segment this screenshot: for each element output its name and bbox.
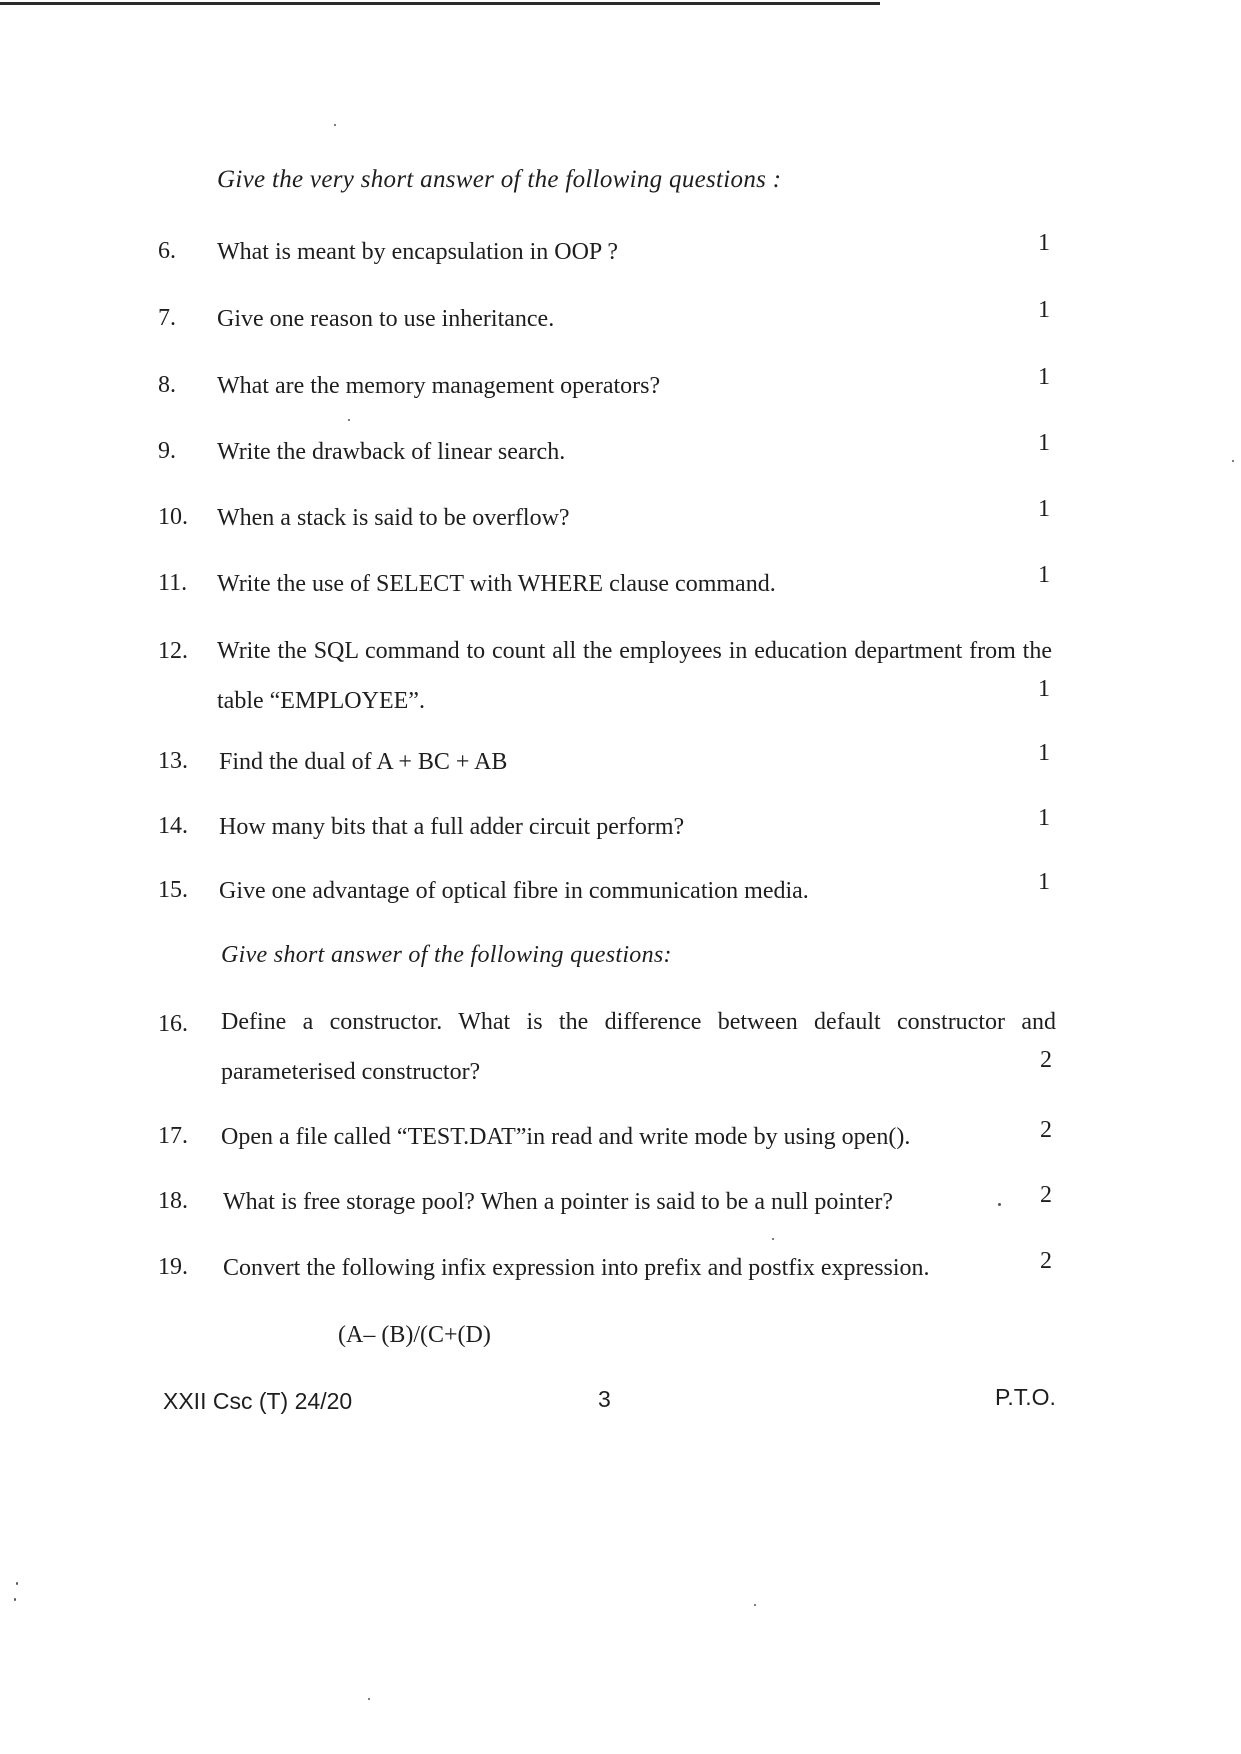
question-number: 16. [158,1011,188,1037]
question-number: 12. [158,638,188,664]
question-number: 11. [158,570,188,596]
question-marks: 1 [1038,869,1050,895]
question-15 [0,869,1241,917]
scan-speck [16,1582,18,1585]
question-number: 17. [158,1123,188,1149]
question-number: 18. [158,1188,188,1214]
question-text: What is free storage pool? When a pointer is said to be a null pointer? [223,1189,894,1215]
question-marks: 2 [1040,1182,1052,1208]
question-marks: 2 [1040,1248,1052,1274]
question-8 [0,364,1241,412]
question-text: Write the SQL command to count all the employees in education department from the table “EMPLOYEE”. [217,638,1052,714]
question-10 [0,496,1241,544]
question-number: 7. [158,305,176,331]
question-17 [0,1117,1241,1163]
question-number: 14. [158,813,188,839]
question-18 [0,1182,1241,1228]
scan-speck [772,1238,774,1240]
question-text: Write the drawback of linear search. [217,439,566,465]
question-text: When a stack is said to be overflow? [217,505,570,531]
question-marks: 2 [1040,1117,1052,1143]
question-6 [0,230,1241,278]
question-number: 19. [158,1254,188,1280]
question-text: Convert the following infix expression into prefix and postfix expression. [223,1255,930,1281]
question-number: 8. [158,372,176,398]
question-number: 15. [158,877,188,903]
scan-speck [334,124,336,126]
scan-speck [754,1604,756,1606]
infix-expression: (A– (B)/(C+(D) [338,1322,491,1348]
question-text: Give one reason to use inheritance. [217,306,555,332]
question-number: 9. [158,438,176,464]
question-marks: 2 [1040,1047,1052,1073]
question-text: Give one advantage of optical fibre in communication media. [219,878,809,904]
question-text: Define a constructor. What is the difference between default constructor and parameterised constructor? [221,1009,1056,1085]
paper-code: XXII Csc (T) 24/20 [163,1388,353,1414]
question-number: 10. [158,504,188,530]
question-marks: 1 [1038,364,1050,390]
question-marks: 1 [1038,676,1050,702]
question-marks: 1 [1038,805,1050,831]
scan-speck [998,1203,1001,1206]
question-marks: 1 [1038,230,1050,256]
section-a-heading: Give the very short answer of the following questions : [217,166,782,193]
top-rule [0,2,880,5]
scan-speck [1232,460,1234,462]
question-marks: 1 [1038,740,1050,766]
section-b-heading: Give short answer of the following questions: [221,942,672,968]
question-19 [0,1248,1241,1294]
scan-speck [368,1698,370,1700]
question-marks: 1 [1038,496,1050,522]
question-12 [0,636,1241,726]
pto-label: P.T.O. [995,1384,1056,1410]
question-text: Write the use of SELECT with WHERE clause command. [217,571,776,597]
question-text: How many bits that a full adder circuit perform? [219,814,685,840]
question-text: Find the dual of A + BC + AB [219,749,508,775]
scan-speck [14,1598,16,1601]
question-number: 13. [158,748,188,774]
question-9 [0,430,1241,478]
question-7 [0,297,1241,345]
question-text: Open a file called “TEST.DAT”in read and write mode by using open(). [221,1124,911,1150]
question-text: What are the memory management operators? [217,373,661,399]
question-13 [0,740,1241,788]
question-14 [0,805,1241,853]
scan-speck [348,419,350,421]
page-number: 3 [598,1386,611,1412]
question-marks: 1 [1038,562,1050,588]
question-marks: 1 [1038,297,1050,323]
question-text: What is meant by encapsulation in OOP ? [217,239,619,265]
question-11 [0,562,1241,610]
question-number: 6. [158,238,176,264]
question-16 [0,1007,1241,1097]
question-marks: 1 [1038,430,1050,456]
